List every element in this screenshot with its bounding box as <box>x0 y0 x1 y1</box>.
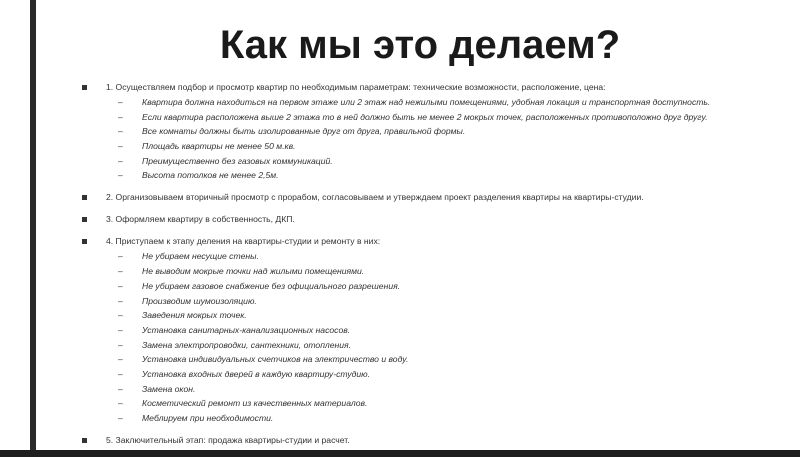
sub-list-item-text: Замена электропроводки, сантехники, отопления. <box>142 339 352 350</box>
dash-bullet-icon: – <box>118 354 123 365</box>
dash-bullet-icon: – <box>118 310 123 321</box>
sub-list-item-text: Все комнаты должны быть изолированные друг от друга, правильной формы. <box>142 126 466 137</box>
slide-content <box>82 82 750 457</box>
sub-list-item-text: Преимущественно без газовых коммуникаций. <box>142 155 333 166</box>
dash-bullet-icon: – <box>118 339 123 350</box>
sub-list-item <box>106 156 750 167</box>
sub-list-item-text: Установка входных дверей в каждую квартиру-студию. <box>142 368 371 379</box>
sub-list-item <box>106 281 750 292</box>
sub-list-item <box>106 266 750 277</box>
slide-left-bar <box>30 0 36 450</box>
sub-list-item-text: Квартира должна находиться на первом этаже или 2 этаж над нежилыми помещениями, удобная локация и транспортная доступность. <box>142 97 711 107</box>
sub-list-item <box>106 141 750 152</box>
dash-bullet-icon: – <box>118 126 123 137</box>
dash-bullet-icon: – <box>118 266 123 277</box>
list-item-text: 3. Оформляем квартиру в собственность, ДКП. <box>106 214 295 225</box>
sub-list-item-text: Заведения мокрых точек. <box>142 310 247 321</box>
sub-list-item-text: Меблируем при необходимости. <box>142 413 274 423</box>
sub-list-item <box>106 369 750 380</box>
sub-list <box>106 251 750 424</box>
dash-bullet-icon: – <box>118 383 123 394</box>
sub-list-item-text: Производим шумоизоляцию. <box>142 295 257 306</box>
slide-title: Как мы это делаем? <box>219 23 621 67</box>
dash-bullet-icon: – <box>118 155 123 166</box>
dash-bullet-icon: – <box>118 368 123 379</box>
list-item <box>82 214 750 225</box>
sub-list-item <box>106 354 750 365</box>
sub-list-item-text: Площадь квартиры не менее 50 м.кв. <box>142 141 296 152</box>
list-item <box>82 82 750 181</box>
bullet-square-icon <box>82 239 87 244</box>
dash-bullet-icon: – <box>118 280 123 291</box>
dash-bullet-icon: – <box>118 111 123 122</box>
sub-list-item-text: Не убираем газовое снабжение без официального разрешения. <box>142 280 401 291</box>
bullet-square-icon <box>82 217 87 222</box>
sub-list-item-text: Замена окон. <box>142 383 196 394</box>
list-item-text: 2. Организовываем вторичный просмотр с прорабом, согласовываем и утверждаем проект разделения квартиры на квартиры-студии. <box>106 192 644 203</box>
sub-list-item-text: Установка санитарных-канализационных насосов. <box>142 324 351 335</box>
bullet-square-icon <box>82 438 87 443</box>
sub-list-item <box>106 310 750 321</box>
bullet-square-icon <box>82 85 87 90</box>
dash-bullet-icon: – <box>118 170 123 181</box>
sub-list-item-text: Если квартира расположена выше 2 этажа то в ней должно быть не менее 2 мокрых точек, расположенных противоположно друг другу. <box>142 111 708 122</box>
sub-list-item-text: Косметический ремонт из качественных материалов. <box>142 398 368 409</box>
sub-list-item <box>106 112 750 123</box>
list-item-text: 4. Приступаем к этапу деления на квартиры-студии и ремонту в них: <box>106 236 381 247</box>
dash-bullet-icon: – <box>118 398 123 409</box>
sub-list-item-text: Не убираем несущие стены. <box>142 251 259 262</box>
sub-list-item <box>106 126 750 137</box>
list-item <box>82 192 750 203</box>
bullet-square-icon <box>82 195 87 200</box>
dash-bullet-icon: – <box>118 413 123 423</box>
sub-list-item <box>106 170 750 181</box>
list-item <box>82 236 750 424</box>
sub-list-item <box>106 97 750 108</box>
dash-bullet-icon: – <box>118 251 123 262</box>
sub-list-item <box>106 296 750 307</box>
sub-list-item <box>106 384 750 395</box>
list-item-text: 5. Заключительный этап: продажа квартиры-студии и расчет. <box>106 435 350 445</box>
sub-list-item <box>106 413 750 424</box>
dash-bullet-icon: – <box>118 97 123 107</box>
sub-list-item-text: Установка индивидуальных счетчиков на электричество и воду. <box>142 354 409 365</box>
sub-list-item-text: Не выводим мокрые точки над жилыми помещениями. <box>142 266 365 277</box>
sub-list <box>106 97 750 181</box>
dash-bullet-icon: – <box>118 141 123 152</box>
sub-list-item <box>106 340 750 351</box>
dash-bullet-icon: – <box>118 324 123 335</box>
list-item <box>82 435 750 446</box>
sub-list-item <box>106 398 750 409</box>
dash-bullet-icon: – <box>118 295 123 306</box>
list-item-text: 1. Осуществляем подбор и просмотр квартир по необходимым параметрам: технические возможности, расположение, цена: <box>106 82 606 92</box>
sub-list-item-text: Высота потолков не менее 2,5м. <box>142 170 279 181</box>
sub-list-item <box>106 325 750 336</box>
sub-list-item <box>106 251 750 262</box>
